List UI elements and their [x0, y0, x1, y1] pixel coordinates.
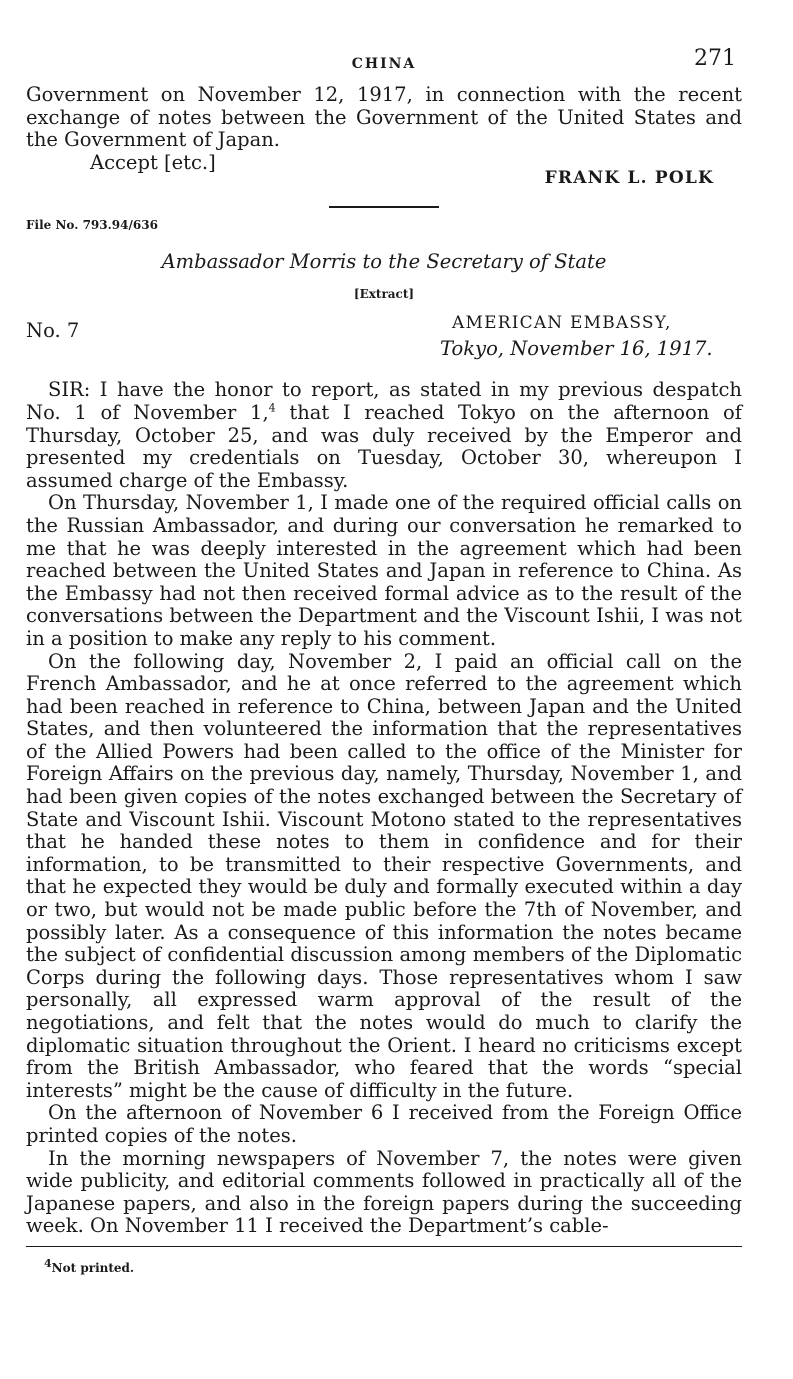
paragraph-1: [26, 379, 742, 492]
paragraph-5: In the morning newspapers of November 7, the notes were given wide publicity, and editorial comments followed in practically all of the Japanese papers, and also in the foreign papers during the succeeding week. On November 11 I received the Department’s cable-: [26, 1146, 742, 1238]
footnote-marker: 4: [44, 1256, 52, 1270]
footnote-reference: 4: [268, 401, 276, 415]
previous-letter-text: Government on November 12, 1917, in connection with the recent exchange of notes between the Government of the United States and the Government of Japan.: [26, 83, 742, 152]
document-number: No. 7: [26, 319, 80, 343]
previous-letter-ending: [26, 84, 742, 152]
document-heading: [26, 313, 742, 373]
document-title: Ambassador Morris to the Secretary of State: [161, 250, 607, 274]
footnote-divider: [26, 1246, 742, 1247]
footnote-text: Not printed.: [51, 1260, 135, 1275]
sender-address: AMERICAN EMBASSY,: [452, 313, 672, 334]
dateline: Tokyo, November 16, 1917.: [440, 337, 713, 361]
salutation: SIR:: [48, 378, 91, 402]
section-divider: [329, 206, 439, 208]
extract-label: [Extract]: [353, 287, 415, 302]
signature: FRANK L. POLK: [544, 168, 714, 189]
running-title: CHINA: [351, 56, 417, 72]
paragraph-1-part-b: that I reached Tokyo on the afternoon of Thursday, October 25, and was duly received by the Emperor and presented my credentials on Tuesday, October 30, whereupon I assumed charge of the Embassy.: [26, 400, 742, 492]
paragraph-3: On the following day, November 2, I paid an official call on the French Ambassador, and he at once referred to the agreement which had been reached in reference to China, between Japan and the United States, and then volunteered the information that the representatives of the Allied Powers had been called to the office of the Minister for Foreign Affairs on the previous day, namely, Thursday, November 1, and had been given copies of the notes exchanged between the Secretary of State and Viscount Ishii. Viscount Motono stated to the representatives that he handed these notes to them in confidence and for their information, to be transmitted to their respective Governments, and that he expected they would be duly and formally executed within a day or two, but would not be made public before the 7th of November, and possibly later. As a consequence of this information the notes became the subject of confidential discussion among members of the Diplomatic Corps during the following days. Those representatives whom I saw personally, all expressed warm approval of the result of the negotiations, and felt that the notes would do much to clarify the diplomatic situation throughout the Orient. I heard no criticisms except from the British Ambassador, who feared that the words “special interests” might be the cause of difficulty in the future.: [26, 649, 742, 1102]
footnote: [44, 1256, 742, 1275]
paragraph-4: On the afternoon of November 6 I received from the Foreign Office printed copies of the notes.: [26, 1101, 742, 1147]
paragraph-1-part-a: I have the honor to report, as stated in my previous despatch No. 1 of November 1,: [26, 378, 742, 424]
closing-formula: Accept [etc.]: [90, 150, 216, 174]
paragraph-2: On Thursday, November 1, I made one of the required official calls on the Russian Ambassador, and during our conversation he remarked to me that he was deeply interested in the agreement which had been reached between the United States and Japan in reference to China. As the Embassy had not then received formal advice as to the result of the conversations between the Department and the Viscount Ishii, I was not in a position to make any reply to his comment.: [26, 491, 742, 650]
page: [26, 44, 742, 1275]
file-number: File No. 793.94/636: [26, 218, 158, 233]
letter-body: [26, 379, 742, 1238]
page-number: 271: [694, 46, 736, 71]
running-header: [26, 44, 742, 84]
